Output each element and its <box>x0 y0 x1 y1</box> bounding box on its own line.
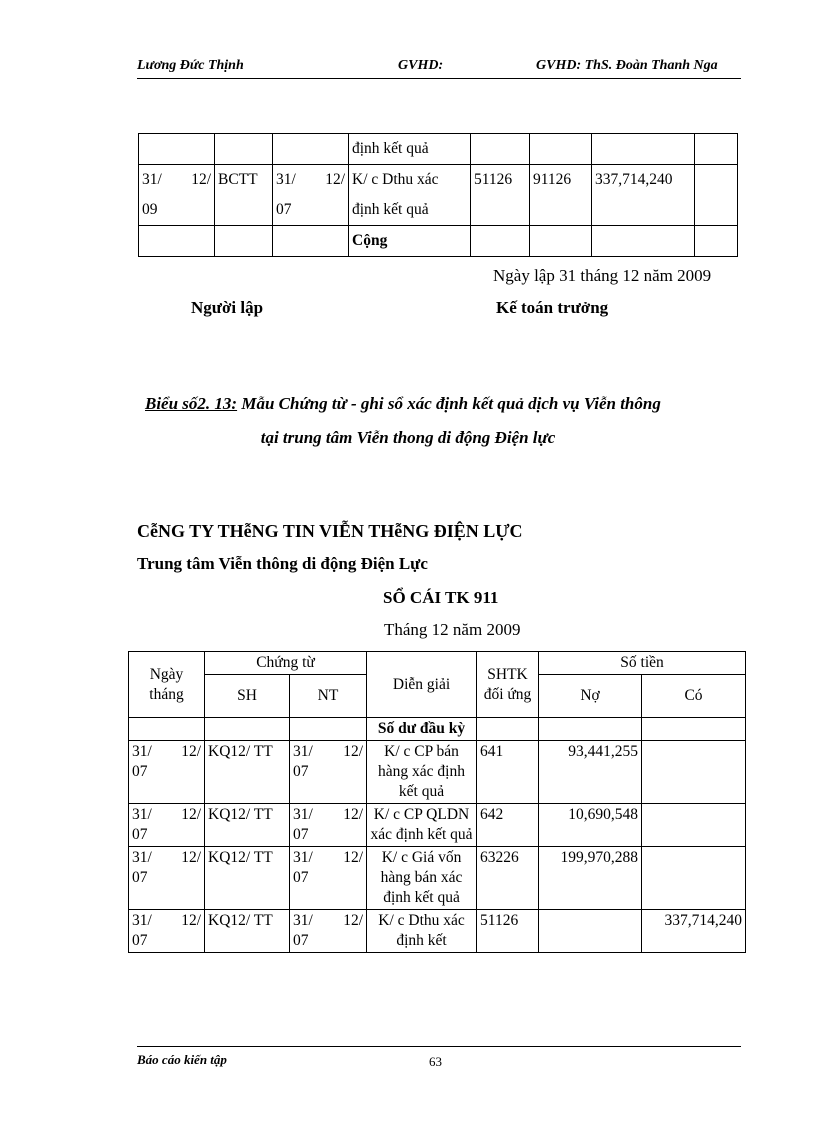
table-row <box>129 741 746 804</box>
table-row <box>129 910 746 953</box>
cell-date: 31/ 12/ 09 <box>139 165 215 226</box>
preparer-label: Người lập <box>191 298 264 317</box>
col-voucher-header: Chứng từ <box>205 652 367 675</box>
table-row <box>129 847 746 910</box>
cell-date: 31/ 12/ 07 <box>129 910 205 953</box>
cell-debit: 10,690,548 <box>539 804 642 847</box>
cell-voucher-nt: 31/ 12/ 07 <box>290 741 367 804</box>
footer-rule <box>137 1046 741 1047</box>
figure-label: Biểu số2. 13: <box>145 394 238 413</box>
cell-code: BCTT <box>215 165 273 226</box>
table-row <box>139 165 738 226</box>
ledger-period: Tháng 12 năm 2009 <box>384 620 521 639</box>
cell-desc: K/ c Dthu xác định kết <box>367 910 477 953</box>
cell-date: 31/ 12/ 07 <box>273 165 349 226</box>
table-row <box>129 804 746 847</box>
cell-credit-account: 91126 <box>530 165 592 226</box>
date-line: Ngày lập 31 tháng 12 năm 2009 <box>493 266 712 285</box>
cell-debit-account: 51126 <box>471 165 530 226</box>
table-row <box>139 226 738 257</box>
col-credit-header: Có <box>642 675 746 718</box>
chief-accountant-label: Kế toán trưởng <box>496 298 609 317</box>
opening-balance-label: Số dư đầu kỳ <box>367 718 477 741</box>
cell-desc: định kết quả <box>349 134 471 165</box>
company-name: CễNG TY THễNG TIN VIỄN THễNG ĐIỆN LỰC <box>137 521 523 541</box>
cell-voucher-sh: KQ12/ TT <box>205 847 290 910</box>
cell-account: 642 <box>477 804 539 847</box>
cell-voucher-nt: 31/ 12/ 07 <box>290 804 367 847</box>
col-date-header: Ngày tháng <box>129 652 205 718</box>
footer-report-label: Báo cáo kiến tập <box>137 1052 227 1067</box>
cell-debit: 93,441,255 <box>539 741 642 804</box>
cell-desc: K/ c CP bán hàng xác định kết quả <box>367 741 477 804</box>
cell-voucher-sh: KQ12/ TT <box>205 741 290 804</box>
header-gvhd-label: GVHD: <box>398 58 444 73</box>
cell-debit: 199,970,288 <box>539 847 642 910</box>
center-name: Trung tâm Viễn thông di động Điện Lực <box>137 554 428 573</box>
col-sh-header: SH <box>205 675 290 718</box>
ledger-table <box>128 651 746 953</box>
col-shtk-header: SHTK đối ứng <box>477 652 539 718</box>
cell-credit <box>642 741 746 804</box>
cell-total-label: Cộng <box>349 226 471 257</box>
col-desc-header: Diễn giải <box>367 652 477 718</box>
top-voucher-table <box>138 133 738 257</box>
page-number: 63 <box>429 1054 442 1069</box>
table-row <box>139 134 738 165</box>
cell-account: 51126 <box>477 910 539 953</box>
table-row <box>129 718 746 741</box>
cell-desc: K/ c Giá vốn hàng bán xác định kết quả <box>367 847 477 910</box>
cell-credit <box>642 804 746 847</box>
cell-voucher-sh: KQ12/ TT <box>205 910 290 953</box>
cell-desc: K/ c Dthu xác định kết quả <box>349 165 471 226</box>
header-rule <box>137 78 741 79</box>
cell-voucher-nt: 31/ 12/ 07 <box>290 847 367 910</box>
col-nt-header: NT <box>290 675 367 718</box>
cell-amount: 337,714,240 <box>592 165 695 226</box>
table-header-row <box>129 652 746 675</box>
cell-account: 641 <box>477 741 539 804</box>
header-gvhd-full: GVHD: ThS. Đoàn Thanh Nga <box>536 58 718 73</box>
cell-debit <box>539 910 642 953</box>
cell-date: 31/ 12/ 07 <box>129 847 205 910</box>
figure-caption-line2: tại trung tâm Viễn thong di động Điện lực <box>260 428 556 447</box>
cell-date: 31/ 12/ 07 <box>129 741 205 804</box>
cell-desc: K/ c CP QLDN xác định kết quả <box>367 804 477 847</box>
header-author: Lương Đức Thịnh <box>137 58 244 73</box>
cell-credit <box>642 847 746 910</box>
cell-credit: 337,714,240 <box>642 910 746 953</box>
col-debit-header: Nợ <box>539 675 642 718</box>
ledger-title: SỔ CÁI TK 911 <box>383 588 499 607</box>
cell-date: 31/ 12/ 07 <box>129 804 205 847</box>
col-amount-header: Số tiền <box>539 652 746 675</box>
figure-caption-line1: Biểu số2. 13: Mẫu Chứng từ - ghi sổ xác định kết quả dịch vụ Viễn thông <box>145 394 661 413</box>
cell-voucher-nt: 31/ 12/ 07 <box>290 910 367 953</box>
cell-account: 63226 <box>477 847 539 910</box>
cell-voucher-sh: KQ12/ TT <box>205 804 290 847</box>
